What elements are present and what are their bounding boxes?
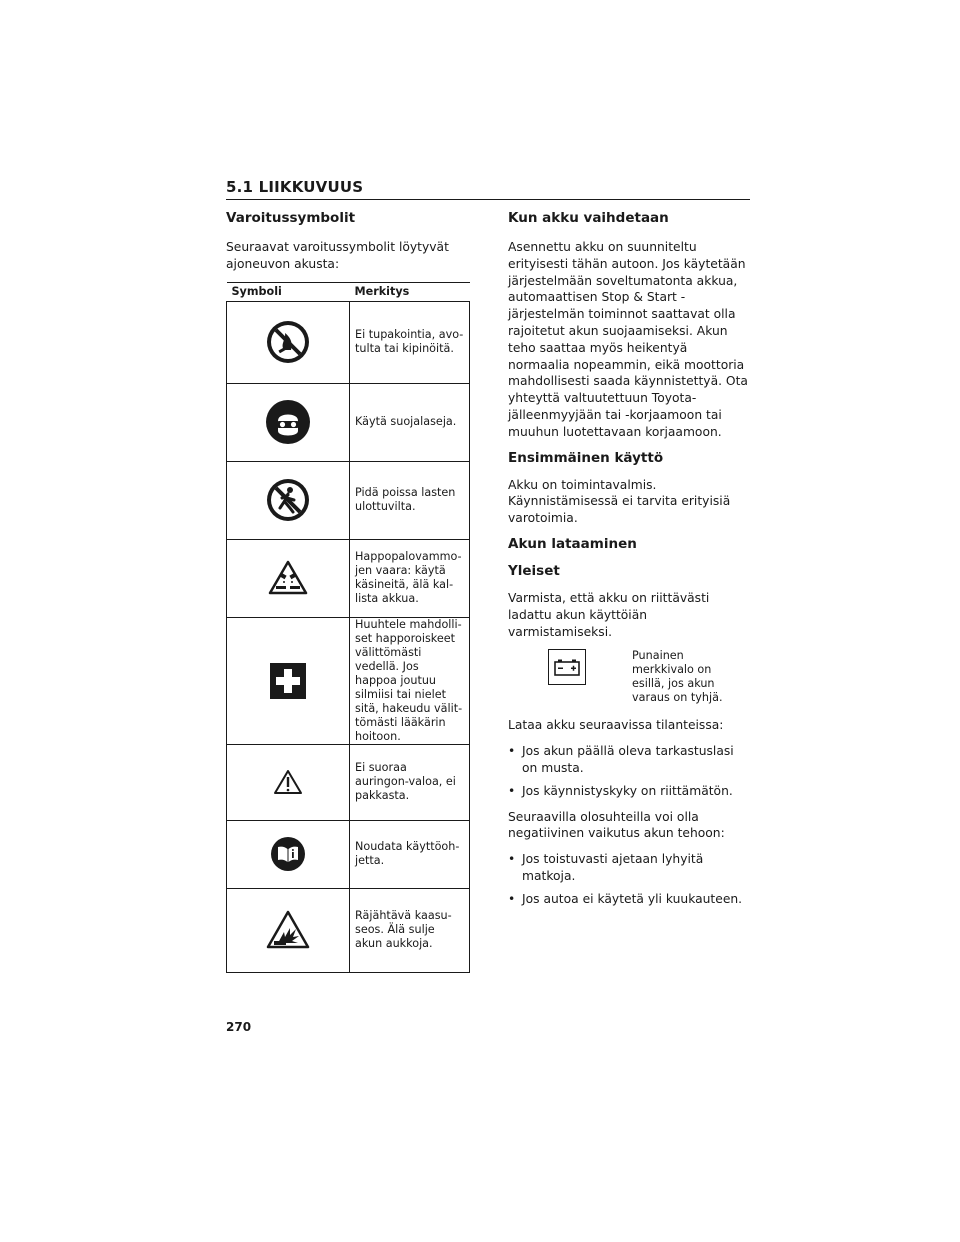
read-manual-icon [270,836,306,872]
battery-warning-icon [554,658,580,676]
warning-symbols-title: Varoitussymbolit [226,210,356,226]
table-row [227,539,470,617]
symbol-cell [227,383,350,461]
negative-intro: Seuraavilla olosuhteilla voi olla negatiivinen vaikutus akun tehoon: [508,809,725,841]
list-item: • Jos akun päällä oleva tarkastuslasi on musta. [508,744,734,775]
list-item: • Jos autoa ei käytetä yli kuukauteen. [508,891,743,906]
battery-replace-title: Kun akku vaihdetaan [508,210,669,226]
meaning-cell: Ei tupakointia, avo-tulta tai kipinöitä. [350,301,470,383]
charge-list [508,743,752,799]
symbol-cell [227,888,350,972]
meaning-cell: Happopalovammo-jen vaara: käytä käsineitä, älä kal-lista akkua. [350,539,470,617]
warning-symbols-intro: Seuraavat varoitussymbolit löytyvät ajoneuvon akusta: [226,240,449,271]
first-aid-cross-icon [270,663,306,699]
battery-indicator-text: Punainen merkkivalo on esillä, jos akun varaus on tyhjä. [632,649,723,705]
table-row [227,383,470,461]
battery-replace-text: Asennettu akku on suunniteltu erityisesti tähän autoon. Jos käytetään järjestelmään soveltumatonta akkua, automaattisen Stop & Start -järjestelmän toiminnot saattavat olla rajoitetut akun suojaamiseksi. Akun teho saattaa myös heikentyä normaalia nopeammin, eikä moottoria mahdollisesti saada käynnistettyä. Ota yhteyttä valtuutettuun Toyota-jälleenmyyjään tai -korjaamoon tai muuhun luotettavaan korjaamoon. [508,240,748,439]
corrosive-acid-icon [268,560,308,596]
table-row [227,820,470,888]
list-item: • Jos käynnistyskyky on riittämätön. [508,783,733,798]
general-text: Varmista, että akku on riittävästi ladattu akun käyttöiän varmistamiseksi. [508,590,710,639]
warning-triangle-icon [273,769,303,795]
battery-indicator [548,649,586,685]
meaning-cell: Noudata käyttöoh-jetta. [350,820,470,888]
first-use-title: Ensimmäinen käyttö [508,449,664,466]
negative-list [508,851,752,907]
symbol-cell [227,539,350,617]
charging-title: Akun lataaminen [508,535,637,552]
page-number: 270 [226,1020,252,1034]
meaning-cell: Käytä suojalaseja. [350,383,470,461]
symbol-cell [227,820,350,888]
table-row [227,617,470,744]
symbol-cell [227,744,350,820]
table-row [227,301,470,383]
col-symbol-header: Symboli [227,282,350,301]
col-meaning-header: Merkitys [350,282,470,301]
battery-indicator-row [548,649,752,705]
left-column [226,210,470,973]
meaning-cell: Huuhtele mahdolli-set happoroiskeet välittömästi vedellä. Jos happoa joutuu silmiisi tai nielet sitä, hakeudu välit-tömästi lääkärin hoitoon. [350,617,470,744]
charge-intro: Lataa akku seuraavissa tilanteissa: [508,718,724,733]
symbol-cell [227,461,350,539]
symbol-cell [227,617,350,744]
warning-symbols-table [226,282,470,973]
safety-goggles-icon [265,399,311,445]
list-item: • Jos toistuvasti ajetaan lyhyitä matkoja. [508,852,704,883]
table-row [227,461,470,539]
table-header-row [227,282,470,301]
general-title: Yleiset [508,562,560,579]
section-header: 5.1 LIIKKUVUUS [226,178,750,200]
no-smoking-fire-icon [266,320,310,364]
meaning-cell: Pidä poissa lasten ulottuvilta. [350,461,470,539]
keep-away-children-icon [266,478,310,522]
table-row [227,744,470,820]
meaning-cell: Räjähtävä kaasu-seos. Älä sulje akun aukkoja. [350,888,470,972]
right-column [508,210,752,917]
explosive-gas-icon [266,910,310,950]
first-use-text: Akku on toimintavalmis. Käynnistämisessä ei tarvita erityisiä varotoimia. [508,477,731,526]
table-row [227,888,470,972]
meaning-cell: Ei suoraa auringon-valoa, ei pakkasta. [350,744,470,820]
symbol-cell [227,301,350,383]
